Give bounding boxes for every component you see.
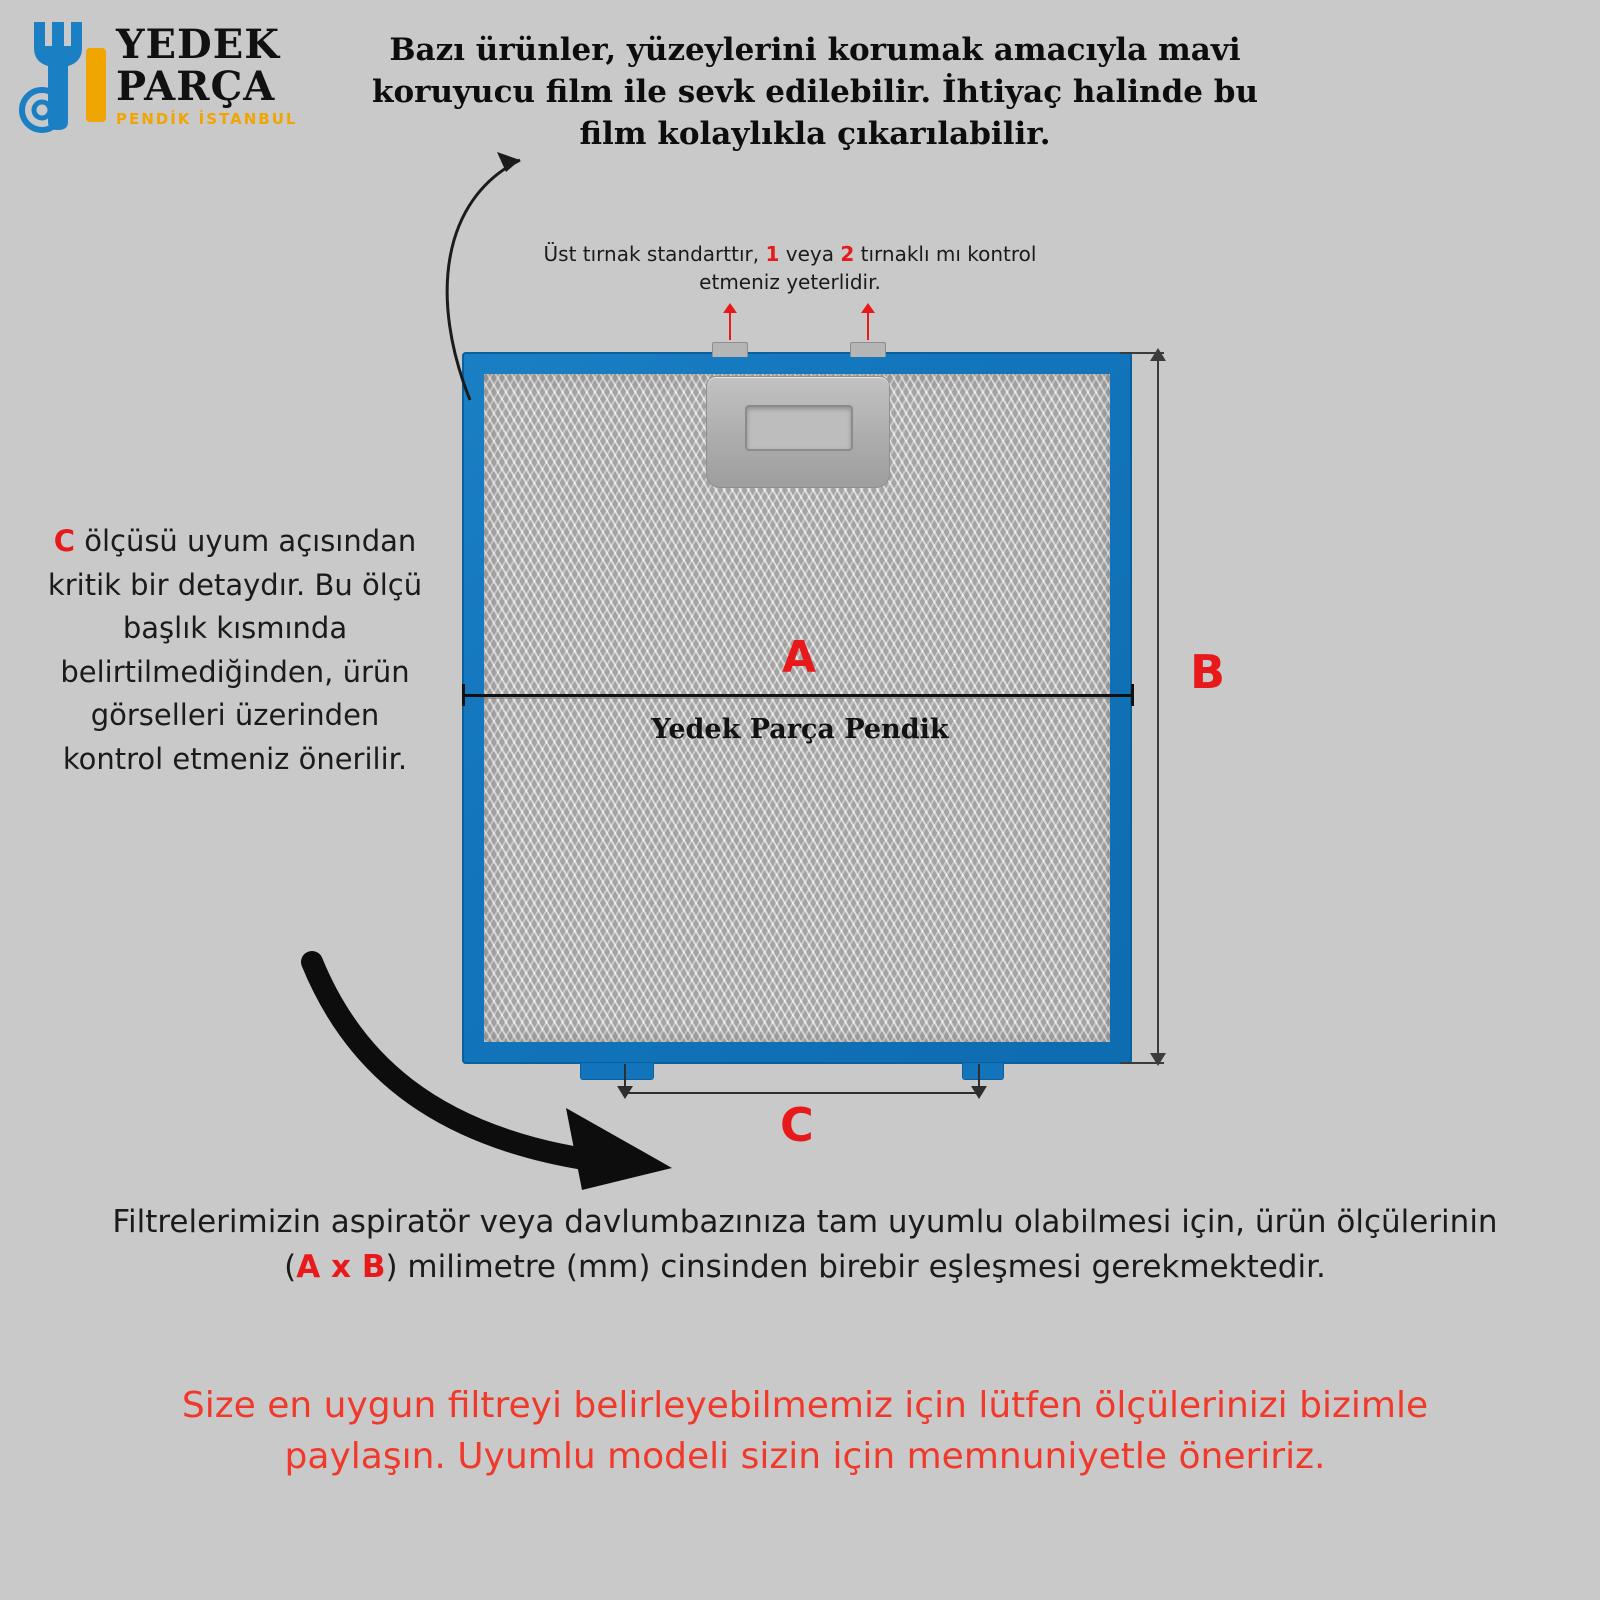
left-paragraph-letter: C — [53, 524, 75, 558]
bottom-tab-1 — [580, 1063, 654, 1080]
bottom-paragraph-part1: Filtrelerimizin aspiratör veya davlumbazınıza tam uyumlu olabilmesi için, ürün ölçülerinin ( — [112, 1204, 1498, 1285]
top-tab-1 — [712, 342, 748, 357]
filter-handle-slot — [745, 405, 853, 451]
bottom-paragraph-ab: A x B — [296, 1248, 386, 1285]
bottom-paragraph-part2: ) milimetre (mm) cinsinden birebir eşleşmesi gerekmektedir. — [385, 1248, 1326, 1285]
filter-watermark: Yedek Parça Pendik — [651, 714, 949, 745]
tab-note-number-1: 1 — [765, 242, 780, 266]
dimension-b-arrow-bottom — [1150, 1053, 1166, 1066]
bottom-red-callout: Size en uygun filtreyi belirleyebilmemiz için lütfen ölçülerinizi bizimle paylaşın. Uyumlu modeli sizin için memnuniyetle öneririz. — [181, 1385, 1429, 1478]
tab-note — [520, 240, 1060, 296]
dimension-c-arrow-left — [617, 1086, 633, 1099]
left-paragraph — [40, 520, 430, 781]
tab-note-number-2: 2 — [840, 242, 855, 266]
filter-mesh-seam — [484, 697, 1110, 699]
dimension-label-b: B — [1190, 645, 1226, 699]
dimension-a-cap-right — [1131, 684, 1134, 706]
bottom-tab-2 — [962, 1063, 1004, 1080]
left-paragraph-text: ölçüsü uyum açısından kritik bir detaydır. Bu ölçü başlık kısmında belirtilmediğinden, ürün görselleri üzerinden kontrol etmeniz önerilir. — [47, 524, 423, 776]
bottom-paragraph — [110, 1200, 1500, 1290]
dimension-b-arrow-top — [1150, 348, 1166, 361]
brand-logo — [14, 8, 314, 148]
top-tab-2 — [850, 342, 886, 357]
logo-subtitle: PENDİK İSTANBUL — [116, 110, 298, 128]
tab-note-part3: tırnaklı mı kontrol etmeniz yeterlidir. — [699, 242, 1037, 294]
grease-filter-illustration — [462, 352, 1132, 1064]
tab-pointer-arrow-right — [867, 312, 869, 340]
dimension-line-c — [624, 1092, 980, 1094]
wrench-gear-icon — [14, 14, 114, 134]
dimension-c-arrow-right — [971, 1086, 987, 1099]
logo-line-2: PARÇA — [116, 63, 276, 110]
dimension-label-a: A — [782, 632, 817, 683]
tab-note-part2: veya — [779, 242, 841, 266]
tab-note-part1: Üst tırnak standarttır, — [543, 242, 766, 266]
filter-handle — [706, 376, 890, 488]
dimension-line-b — [1157, 352, 1159, 1064]
dimension-label-c: C — [780, 1098, 814, 1152]
left-paragraph-curved-arrow-head — [566, 1108, 672, 1190]
dimension-a-cap-left — [462, 684, 465, 706]
logo-line-1: YEDEK — [116, 21, 280, 68]
dimension-line-a — [462, 694, 1134, 697]
tab-pointer-arrow-left — [729, 312, 731, 340]
headline-text: Bazı ürünler, yüzeylerini korumak amacıyla mavi koruyucu film ile sevk edilebilir. İhtiyaç halinde bu film kolaylıkla çıkarılabilir. — [372, 32, 1258, 152]
